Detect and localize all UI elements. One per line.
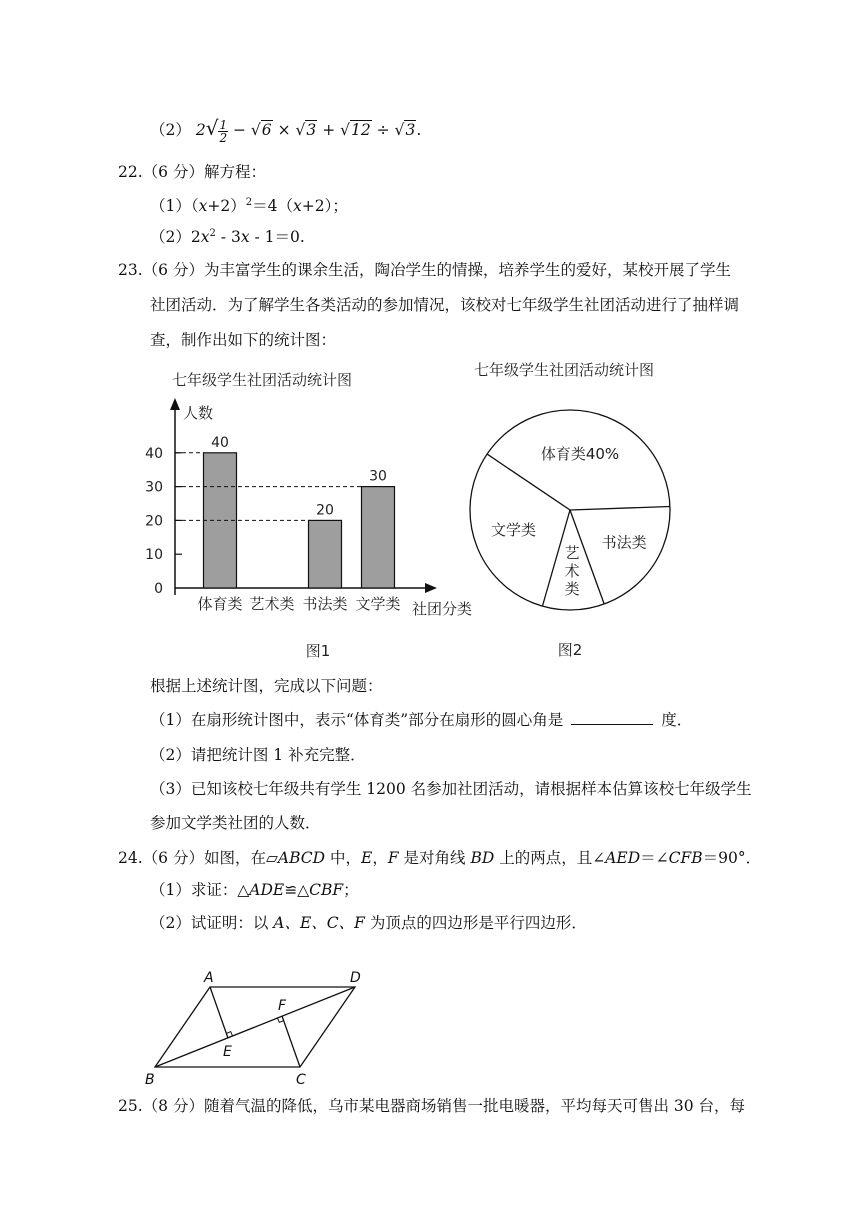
label-b: B <box>145 1072 155 1088</box>
bar <box>362 487 395 588</box>
category-label: 文学类 <box>355 595 401 613</box>
q21-part2: （2） 2√ $\frac{1}{2}$ − √6 × √3 + √12 ÷ √3. <box>150 116 422 145</box>
pie-chart-caption: 图2 <box>557 641 583 659</box>
q22-part1: $(1)(x+2)^2=4(x+2)$； <box>150 196 348 215</box>
segment-cf <box>282 1016 300 1067</box>
bar-data-label: 20 <box>316 502 334 519</box>
bar <box>309 520 342 588</box>
diagonal-bd <box>155 987 355 1067</box>
bar-chart-caption: 图1 <box>305 642 331 660</box>
label-d: D <box>350 970 361 986</box>
category-label: 艺术类 <box>249 595 295 613</box>
pie-slice-label: 文学类 <box>490 520 537 539</box>
parallelogram-figure <box>140 960 380 1090</box>
x-axis-arrow <box>425 583 437 593</box>
pie-slice-edge <box>570 507 670 510</box>
category-label: 体育类 <box>197 595 243 613</box>
q23-line2: 社团活动．为了解学生各类活动的参加情况，该校对七年级学生社团活动进行了抽样调 <box>150 296 740 314</box>
q24-heading: 24.（6 分）如图，在▱ABCD 中，E，F 是对角线 BD 上的两点，且∠AED＝∠CFB＝90°． <box>118 849 762 867</box>
bar-chart <box>135 360 480 660</box>
label-a: A <box>204 970 214 986</box>
y-tick-label: 30 <box>145 479 163 496</box>
bar-data-label: 40 <box>211 434 229 451</box>
bar-data-label: 30 <box>369 468 387 485</box>
pie-slice-label: 艺 <box>564 543 580 562</box>
q23-sub2: （2）请把统计图 1 补充完整． <box>150 746 366 764</box>
pie-slice-label: 术 <box>564 561 580 580</box>
q23-sub3-line1: （3）已知该校七年级共有学生 1200 名参加社团活动，请根据样本估算该校七年级学生 <box>150 780 752 798</box>
x-axis-label: 社团分类 <box>412 600 473 618</box>
pie-slice-label: 类 <box>564 579 580 598</box>
q23-line1: 23.（6 分）为丰富学生的课余生活，陶冶学生的情操，培养学生的爱好，某校开展了学生 <box>118 261 731 279</box>
pie-chart-title: 七年级学生社团活动统计图 <box>473 361 655 379</box>
y-axis-label: 人数 <box>183 404 214 422</box>
q22-part2: $(2)2x^2 - 3x - 1=0$. <box>150 227 305 246</box>
answer-blank[interactable] <box>571 710 653 725</box>
label-c: C <box>296 1072 306 1088</box>
pie-chart <box>460 355 700 665</box>
q23-sub1: （1）在扇形统计图中，表示“体育类”部分在扇形的圆心角是 度． <box>150 711 693 729</box>
q23-line3: 查，制作出如下的统计图： <box>150 331 337 349</box>
y-tick-label: 40 <box>145 445 163 462</box>
q23-intro: 根据上述统计图，完成以下问题： <box>150 677 383 695</box>
y-axis-arrow <box>170 398 180 410</box>
label-f: F <box>278 998 287 1014</box>
parallelogram-icon: ▱ <box>265 849 278 867</box>
fraction: $\frac{1}{2}$ <box>219 117 228 145</box>
y-tick-label: 10 <box>145 547 163 564</box>
y-tick-label: 20 <box>145 513 163 530</box>
pie-slice-label: 书法类 <box>601 533 647 552</box>
bar-chart-title: 七年级学生社团活动统计图 <box>171 371 353 389</box>
q25-heading: 25.（8 分）随着气温的降低，乌市某电器商场销售一批电暖器，平均每天可售出 30 台，每 <box>118 1097 746 1115</box>
y-tick-label: 0 <box>154 581 163 597</box>
q24-sub1: （1）求证：△ADE≌△CBF； <box>150 881 359 899</box>
label-e: E <box>223 1044 232 1060</box>
q22-heading: 22.（6 分）解方程： <box>118 163 266 181</box>
category-label: 书法类 <box>302 595 348 613</box>
segment-ae <box>210 987 228 1038</box>
q24-sub2: （2）试证明：以 A、E、C、F 为顶点的四边形是平行四边形． <box>150 914 587 932</box>
q23-sub3-line2: 参加文学类社团的人数． <box>150 814 321 832</box>
pie-slice-label: 体育类40% <box>540 445 620 464</box>
